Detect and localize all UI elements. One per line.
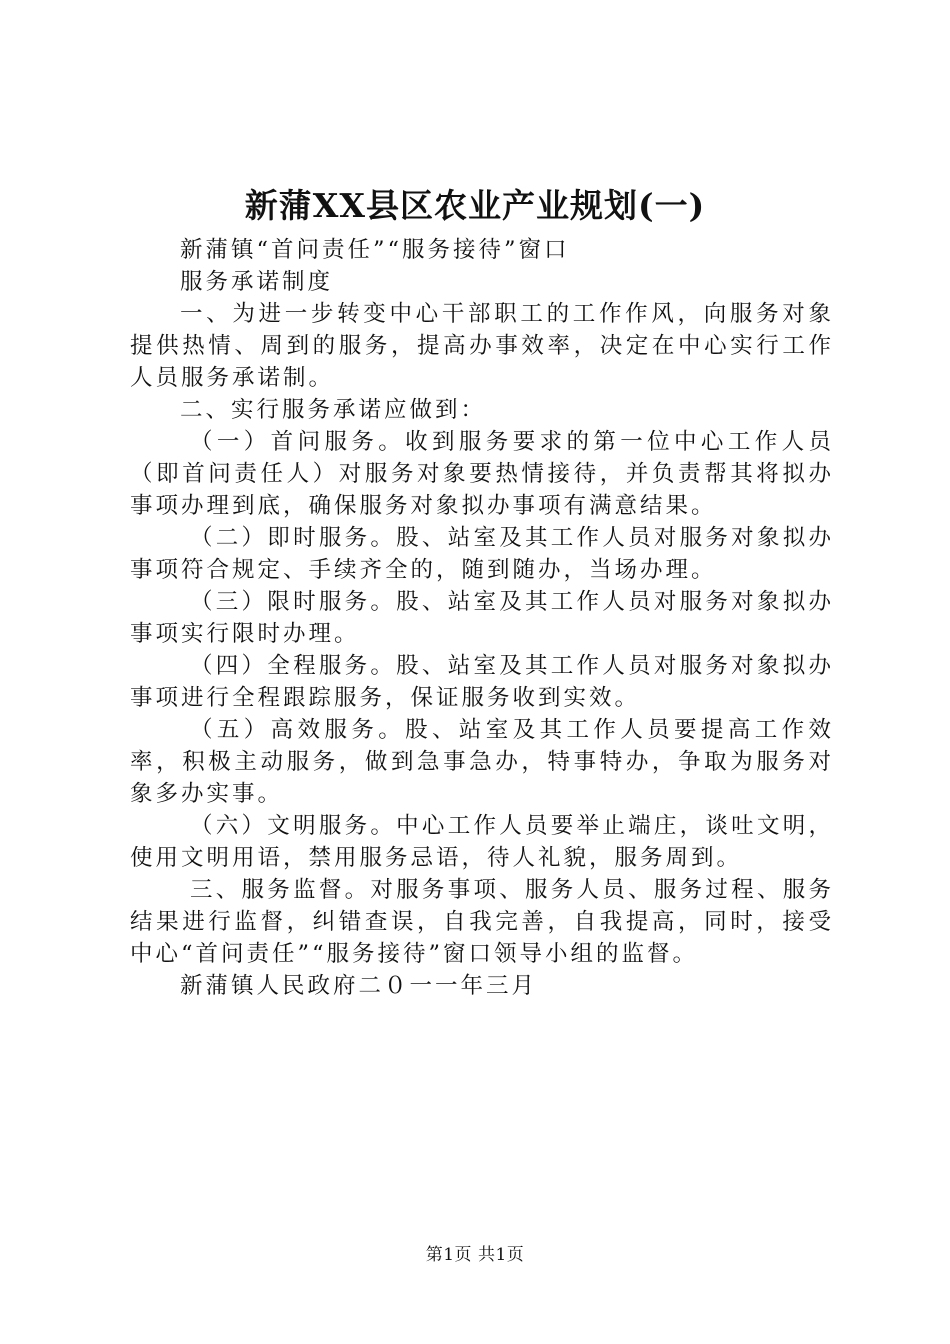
paragraph-item-6: （六）文明服务。中心工作人员要举止端庄，谈吐文明，使用文明用语，禁用服务忌语，待人礼貌，服务周到。 — [130, 813, 834, 871]
paragraph-item-2: （二）即时服务。股、站室及其工作人员对服务对象拟办事项符合规定、手续齐全的，随到随办，当场办理。 — [130, 525, 834, 583]
paragraph-header-line-2: 服务承诺制度 — [180, 269, 334, 295]
paragraph-item-4: （四）全程服务。股、站室及其工作人员对服务对象拟办事项进行全程跟踪服务，保证服务收到实效。 — [130, 653, 834, 711]
page-number-footer: 第1页 共1页 — [425, 1245, 525, 1265]
paragraph-section-1: 一、为进一步转变中心干部职工的工作作风，向服务对象提供热情、周到的服务，提高办事效率，决定在中心实行工作人员服务承诺制。 — [130, 301, 834, 391]
paragraph-item-5: （五）高效服务。股、站室及其工作人员要提高工作效率，积极主动服务，做到急事急办，特事特办，争取为服务对象多办实事。 — [130, 717, 834, 807]
paragraph-section-3: 三、服务监督。对服务事项、服务人员、服务过程、服务结果进行监督，纠错查误，自我完善，自我提高，同时，接受中心“首问责任”“服务接待”窗口领导小组的监督。 — [130, 877, 834, 967]
document-title: 新蒲XX县区农业产业规划(一) — [244, 186, 706, 225]
paragraph-item-1: （一）首问服务。收到服务要求的第一位中心工作人员（即首问责任人）对服务对象要热情接待，并负责帮其将拟办事项办理到底，确保服务对象拟办事项有满意结果。 — [130, 429, 834, 519]
paragraph-section-2: 二、实行服务承诺应做到： — [180, 397, 487, 423]
document-body — [130, 234, 834, 1002]
paragraph-signature: 新蒲镇人民政府二０一一年三月 — [180, 973, 538, 999]
paragraph-item-3: （三）限时服务。股、站室及其工作人员对服务对象拟办事项实行限时办理。 — [130, 589, 834, 647]
paragraph-header-line-1: 新蒲镇“首问责任”“服务接待”窗口 — [180, 237, 570, 263]
